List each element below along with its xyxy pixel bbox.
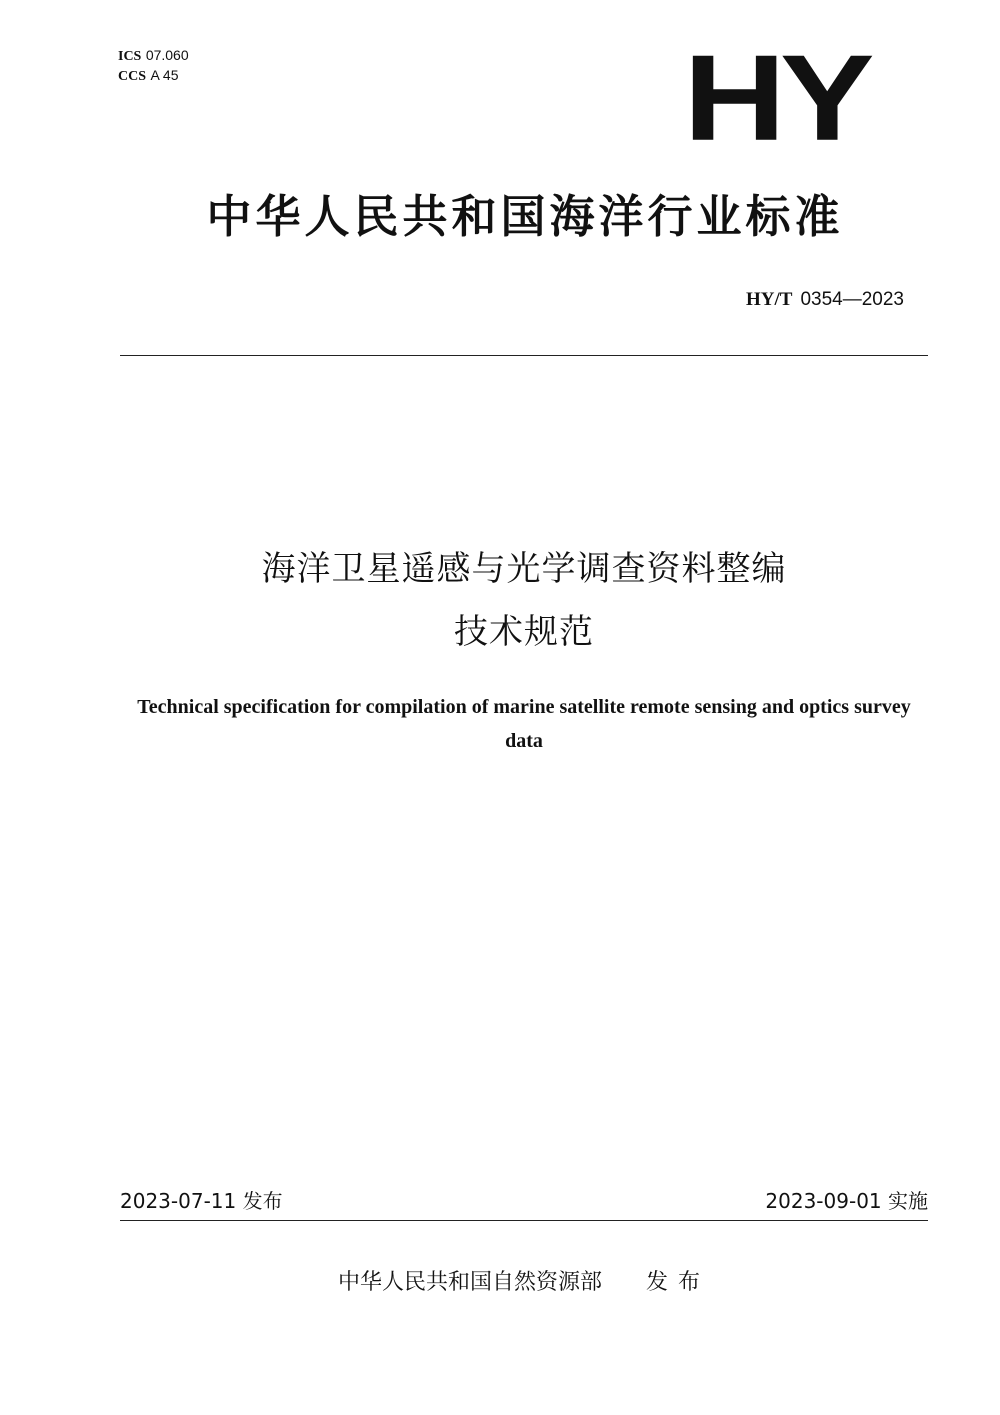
publisher-name: 中华人民共和国自然资源部 — [337, 1270, 602, 1295]
standard-number — [746, 286, 904, 313]
publisher-line — [120, 1268, 928, 1298]
ics-label: ICS — [118, 49, 142, 64]
classification-codes — [118, 46, 189, 86]
hy-logo: HY — [683, 29, 869, 167]
publish-action: 发布 — [646, 1270, 711, 1295]
ccs-code — [118, 66, 189, 86]
chinese-title-line-1: 海洋卫星遥感与光学调查资料整编 — [261, 549, 787, 589]
english-title: Technical specification for compilation of marine satellite remote sensing and optics survey data — [137, 696, 911, 752]
effective-date: 2023-09-01 实施 — [765, 1189, 928, 1213]
ics-value: 07.060 — [145, 47, 189, 63]
industry-standard-title: 中华人民共和国海洋行业标准 — [206, 190, 844, 243]
ccs-label: CCS — [118, 69, 147, 84]
chinese-title-line-2: 技术规范 — [454, 612, 594, 652]
ccs-value: A 45 — [150, 67, 179, 83]
standard-code: 0354—2023 — [800, 289, 904, 310]
standard-prefix: HY/T — [746, 289, 793, 310]
top-divider — [120, 355, 928, 356]
bottom-divider — [120, 1220, 928, 1221]
ics-code — [118, 46, 189, 66]
issue-date: 2023-07-11 发布 — [120, 1189, 283, 1213]
